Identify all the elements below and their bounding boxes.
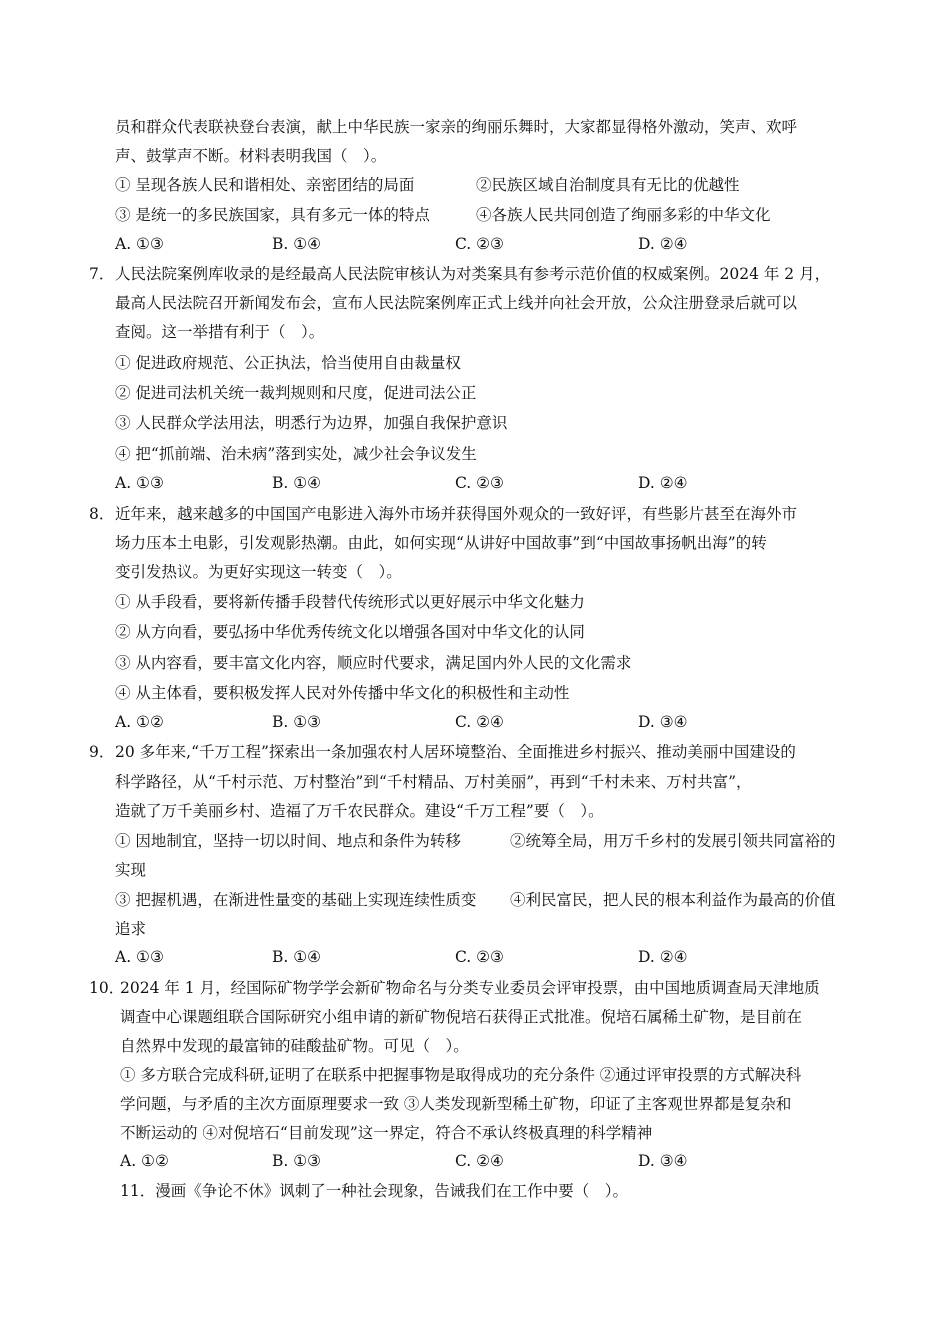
q10-choice-c: C. ②④ — [455, 1152, 504, 1170]
q6-choice-d: D. ②④ — [638, 235, 688, 253]
q8-number: 8． — [89, 505, 115, 523]
q7-choice-a: A. ①③ — [115, 474, 164, 492]
q9-option-4: ④利民富民，把人民的根本利益作为最高的价值 — [510, 891, 836, 909]
q10-choice-d: D. ③④ — [638, 1152, 688, 1170]
q9-option-3: ③ 把握机遇，在渐进性量变的基础上实现连续性质变 — [115, 891, 477, 909]
q6-option-2: ②民族区域自治制度具有无比的优越性 — [476, 176, 740, 194]
q9-option-2-cont: 实现 — [115, 861, 147, 879]
q10-choice-b: B. ①③ — [272, 1152, 322, 1170]
q6-option-1: ① 呈现各族人民和谐相处、亲密团结的局面 — [115, 176, 415, 194]
q9-choice-c: C. ②③ — [455, 948, 504, 966]
q8-option-4: ④ 从主体看，要积极发挥人民对外传播中华文化的积极性和主动性 — [115, 684, 570, 702]
q7-choice-c: C. ②③ — [455, 474, 504, 492]
q10-choice-a: A. ①② — [120, 1152, 169, 1170]
q7-stem-line-3: 查阅。这一举措有利于（ ）。 — [115, 323, 325, 341]
q7-option-4: ④ 把“抓前端、治未病”落到实处，减少社会争议发生 — [115, 445, 477, 463]
q10-options-line-2: 学问题，与矛盾的主次方面原理要求一致 ③人类发现新型稀土矿物，印证了主客观世界都是复杂和 — [120, 1095, 792, 1113]
q8-stem-line-2: 场力压本土电影，引发观影热潮。由此，如何实现“从讲好中国故事”到“中国故事扬帆出海”的转 — [115, 534, 767, 552]
q6-choice-a: A. ①③ — [115, 235, 164, 253]
q10-number: 10． — [89, 979, 125, 997]
q7-choice-b: B. ①④ — [272, 474, 322, 492]
q8-option-2: ② 从方向看，要弘扬中华优秀传统文化以增强各国对中华文化的认同 — [115, 623, 585, 641]
q7-option-1: ① 促进政府规范、公正执法，恰当使用自由裁量权 — [115, 354, 461, 372]
q7-option-3: ③ 人民群众学法用法，明悉行为边界，加强自我保护意识 — [115, 414, 508, 432]
q7-stem-line-2: 最高人民法院召开新闻发布会，宣布人民法院案例库正式上线并向社会开放，公众注册登录后就可以 — [115, 294, 798, 312]
q9-option-2: ②统筹全局，用万千乡村的发展引领共同富裕的 — [510, 832, 836, 850]
q6-option-4: ④各族人民共同创造了绚丽多彩的中华文化 — [476, 206, 771, 224]
q8-choice-c: C. ②④ — [455, 713, 504, 731]
q6-stem-line-2: 声、鼓掌声不断。材料表明我国（ ）。 — [115, 147, 387, 165]
q9-stem-line-1: 20 多年来,“千万工程”探索出一条加强农村人居环境整治、全面推进乡村振兴、推动美丽中国建设的 — [115, 743, 796, 761]
q6-choice-b: B. ①④ — [272, 235, 322, 253]
q9-choice-b: B. ①④ — [272, 948, 322, 966]
q6-choice-c: C. ②③ — [455, 235, 504, 253]
q7-number: 7． — [89, 265, 115, 283]
q8-stem-line-3: 变引发热议。为更好实现这一转变（ ）。 — [115, 563, 402, 581]
q10-options-line-3: 不断运动的 ④对倪培石“目前发现”这一界定，符合不承认终极真理的科学精神 — [120, 1124, 653, 1142]
q10-options-line-1: ① 多方联合完成科研,证明了在联系中把握事物是取得成功的充分条件 ②通过评审投票的方式解决科 — [120, 1066, 802, 1084]
q8-choice-b: B. ①③ — [272, 713, 322, 731]
q9-option-1: ① 因地制宜，坚持一切以时间、地点和条件为转移 — [115, 832, 461, 850]
q9-choice-a: A. ①③ — [115, 948, 164, 966]
q6-option-3: ③ 是统一的多民族国家，具有多元一体的特点 — [115, 206, 430, 224]
q8-choice-a: A. ①② — [115, 713, 164, 731]
q9-choice-d: D. ②④ — [638, 948, 688, 966]
q11-stem: 11．漫画《争论不休》讽刺了一种社会现象，告诫我们在工作中要（ ）。 — [120, 1182, 628, 1200]
q8-option-1: ① 从手段看，要将新传播手段替代传统形式以更好展示中华文化魅力 — [115, 593, 585, 611]
q9-number: 9． — [89, 743, 115, 761]
q9-stem-line-2: 科学路径，从“千村示范、万村整治”到“千村精品、万村美丽”，再到“千村未来、万村共富”， — [115, 773, 752, 791]
q6-stem-line-1: 员和群众代表联袂登台表演，献上中华民族一家亲的绚丽乐舞时，大家都显得格外激动，笑声、欢呼 — [115, 118, 798, 136]
q7-choice-d: D. ②④ — [638, 474, 688, 492]
q10-stem-line-1: 2024 年 1 月，经国际矿物学学会新矿物命名与分类专业委员会评审投票，由中国地质调查局天津地质 — [120, 979, 820, 997]
q8-choice-d: D. ③④ — [638, 713, 688, 731]
q8-option-3: ③ 从内容看，要丰富文化内容，顺应时代要求，满足国内外人民的文化需求 — [115, 654, 632, 672]
q8-stem-line-1: 近年来，越来越多的中国国产电影进入海外市场并获得国外观众的一致好评，有些影片甚至在海外市 — [115, 505, 798, 523]
q9-option-4-cont: 追求 — [115, 920, 147, 938]
q10-stem-line-3: 自然界中发现的最富铈的硅酸盐矿物。可见（ ）。 — [120, 1037, 469, 1055]
q9-stem-line-3: 造就了万千美丽乡村、造福了万千农民群众。建设“千万工程”要（ ）。 — [115, 802, 604, 820]
q7-stem-line-1: 人民法院案例库收录的是经最高人民法院审核认为对类案具有参考示范价值的权威案例。2024 年 2 月， — [115, 265, 831, 283]
q10-stem-line-2: 调查中心课题组联合国际研究小组申请的新矿物倪培石获得正式批准。倪培石属稀土矿物，是目前在 — [120, 1008, 803, 1026]
q7-option-2: ② 促进司法机关统一裁判规则和尺度，促进司法公正 — [115, 384, 477, 402]
